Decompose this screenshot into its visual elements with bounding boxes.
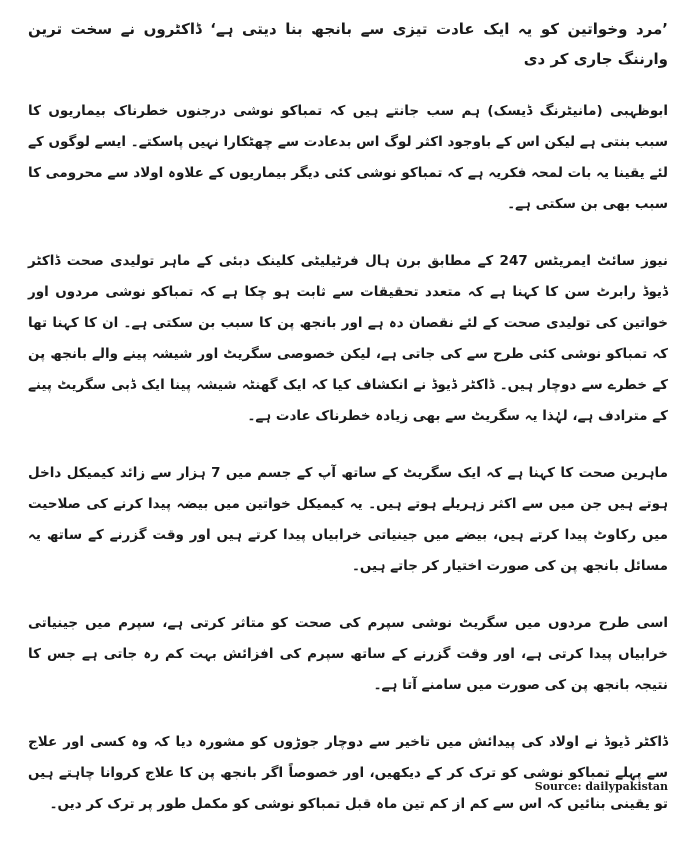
article-paragraph-1: ابوظہبی (مانیٹرنگ ڈیسک) ہم سب جانتے ہیں کہ تمباکو نوشی درجنوں خطرناک بیماریوں کا سبب بنتی ہے لیکن اس کے باوجود اکثر لوگ اس بدعادت سے چھٹکارا نہیں پاسکتے۔ ایسے لوگوں کے لئے یقینا یہ بات لمحہ فکریہ ہے کہ تمباکو نوشی کئی دیگر بیماریوں کے علاوہ اولاد سے محرومی کا سبب بھی بن سکتی ہے۔ — [28, 103, 668, 212]
article-paragraph-2: نیوز سائٹ ایمریٹس 247 کے مطابق برن ہال فرٹیلیٹی کلینک دبئی کے ماہر تولیدی صحت ڈاکٹر ڈیوڈ رابرٹ سن کا کہنا ہے کہ متعدد تحقیقات سے ثابت ہو چکا ہے کہ تمباکو نوشی مردوں اور خواتین کی تولیدی صحت کے لئے نقصان دہ ہے اور بانجھ پن کا سبب بن سکتی ہے۔ ان کا کہنا تھا کہ تمباکو نوشی کئی طرح سے کی جاتی ہے، لیکن خصوصی سگریٹ اور شیشہ پینے والے بانجھ پن کے خطرے سے دوچار ہیں۔ ڈاکٹر ڈیوڈ نے انکشاف کیا کہ ایک گھنٹہ شیشہ پینا ایک ڈبی سگریٹ پینے کے مترادف ہے، لہٰذا یہ سگریٹ سے بھی زیادہ خطرناک عادت ہے۔ — [28, 253, 668, 424]
article-headline: ’مرد وخواتین کو یہ ایک عادت تیزی سے بانجھ بنا دیتی ہے‘ ڈاکٹروں نے سخت ترین وارننگ جاری کر دی — [28, 20, 668, 68]
source-credit: Source: dailypakistan — [534, 780, 668, 793]
article-paragraph-5: ڈاکٹر ڈیوڈ نے اولاد کی پیدائش میں تاخیر سے دوچار جوڑوں کو مشورہ دیا کہ وہ کسی اور علاج سے پہلے تمباکو نوشی کو ترک کر کے دیکھیں، اور خصوصاً اگر بانجھ پن کا علاج کروانا چاہتے ہیں تو یقینی بنائیں کہ اس سے کم از کم تین ماہ قبل تمباکو نوشی کو مکمل طور پر ترک کر دیں۔ — [28, 734, 668, 812]
article-paragraph-4: اسی طرح مردوں میں سگریٹ نوشی سپرم کی صحت کو متاثر کرتی ہے، سپرم میں جینیاتی خرابیاں پیدا کرتی ہے، اور وقت گزرنے کے ساتھ سپرم کی افزائش بہت کم رہ جاتی ہے جس کا نتیجہ بانجھ پن کی صورت میں سامنے آتا ہے۔ — [28, 615, 668, 693]
article-body — [28, 14, 668, 846]
article-paragraph-3: ماہرین صحت کا کہنا ہے کہ ایک سگریٹ کے ساتھ آپ کے جسم میں 7 ہزار سے زائد کیمیکل داخل ہوتے ہیں جن میں سے اکثر زہریلے ہوتے ہیں۔ یہ کیمیکل خواتین میں بیضہ پیدا کرنے کی صلاحیت میں رکاوٹ پیدا کرتے ہیں، بیضے میں جینیاتی خرابیاں پیدا کرتے ہیں اور وقت گزرنے کے ساتھ یہ مسائل بانجھ پن کی صورت اختیار کر جاتے ہیں۔ — [28, 465, 668, 574]
